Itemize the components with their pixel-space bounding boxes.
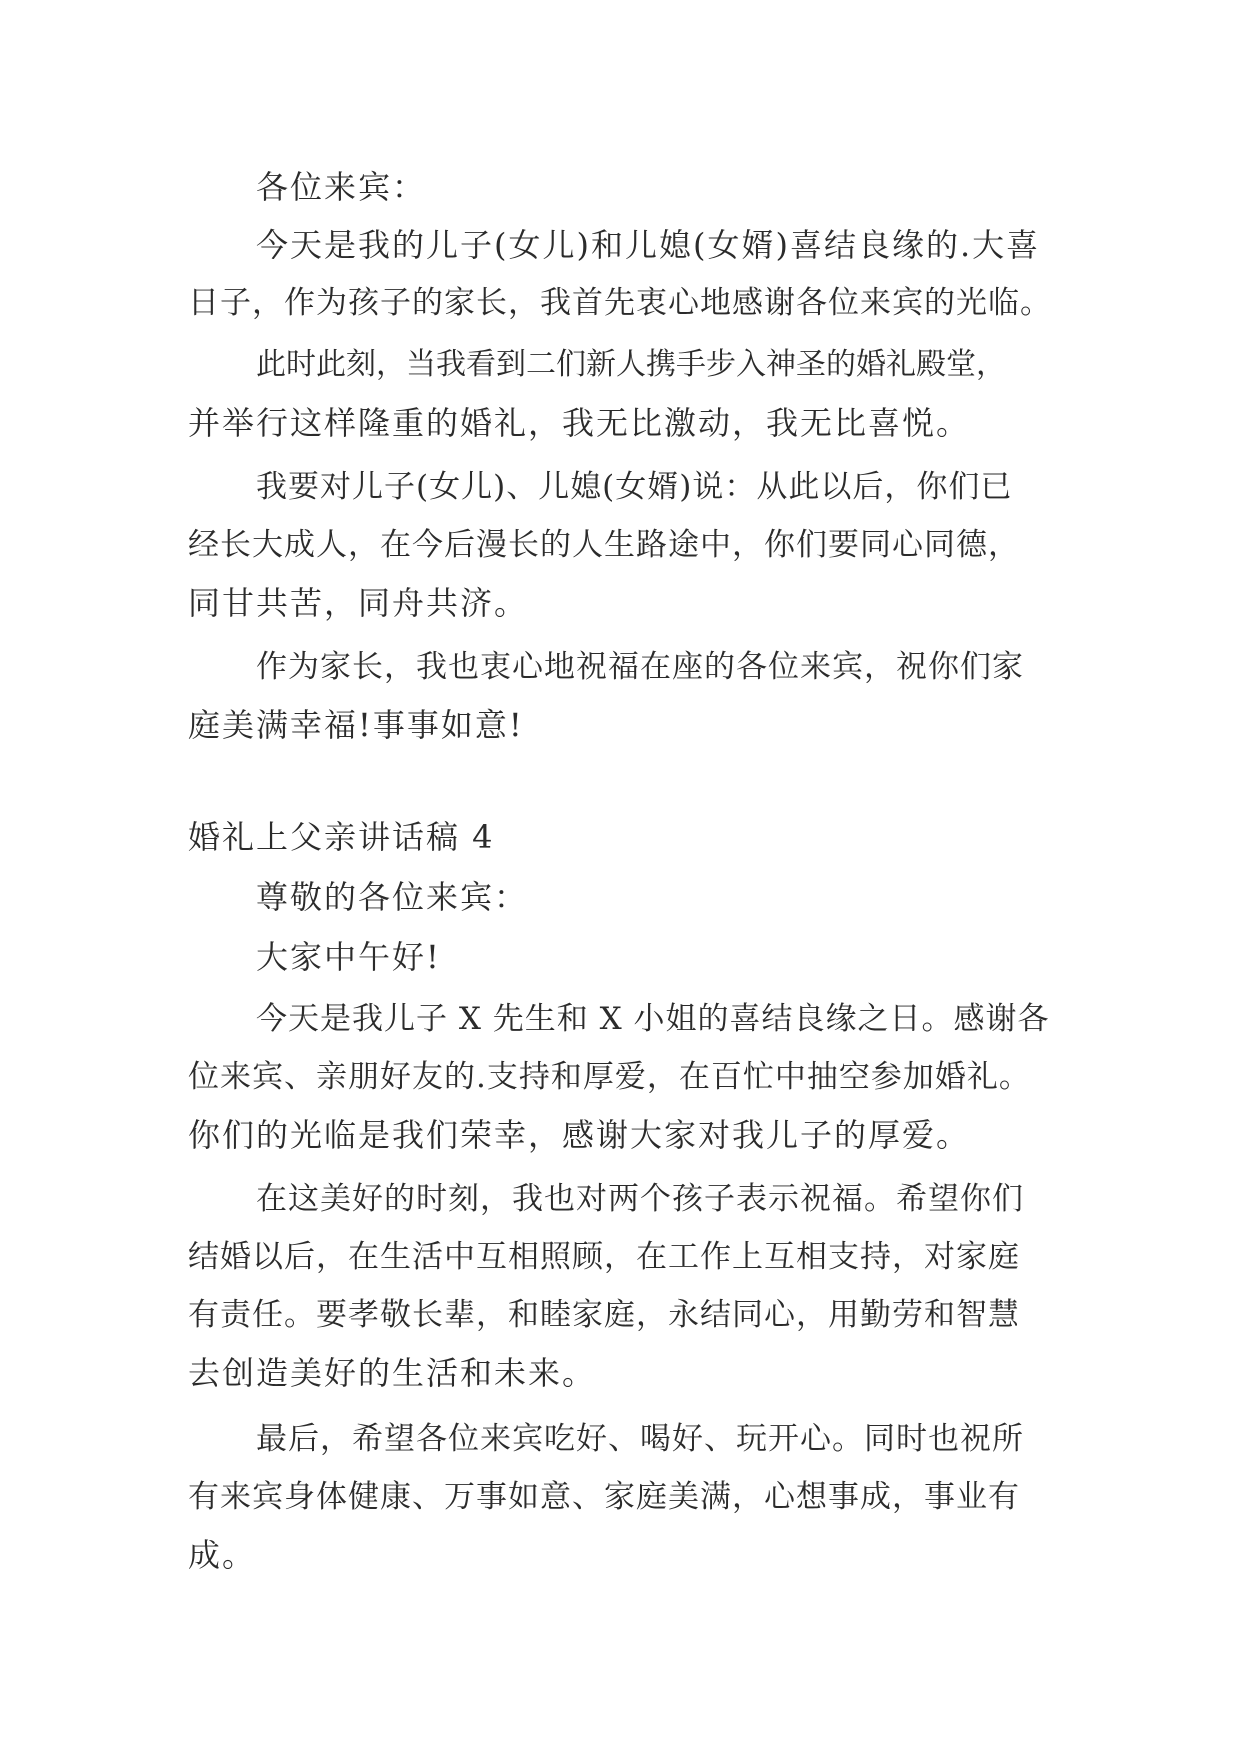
greeting-line: 大家中午好! bbox=[256, 938, 441, 976]
paragraph-line: 去创造美好的生活和未来。 bbox=[188, 1354, 597, 1392]
section-title: 婚礼上父亲讲话稿 4 bbox=[188, 818, 495, 856]
paragraph-line: 今天是我的儿子(女儿)和儿媳(女婿)喜结良缘的.大喜 bbox=[256, 226, 1041, 264]
paragraph-line: 位来宾、亲朋好友的.支持和厚爱，在百忙中抽空参加婚礼。 bbox=[188, 1059, 1031, 1095]
paragraph-line: 有来宾身体健康、万事如意、家庭美满，心想事成，事业有 bbox=[188, 1479, 1020, 1515]
paragraph-line: 并举行这样隆重的婚礼，我无比激动，我无比喜悦。 bbox=[188, 404, 971, 442]
salutation-line: 各位来宾： bbox=[256, 168, 427, 206]
paragraph-line: 最后，希望各位来宾吃好、喝好、玩开心。同时也祝所 bbox=[256, 1421, 1024, 1457]
paragraph-line: 今天是我儿子 X 先生和 X 小姐的喜结良缘之日。感谢各 bbox=[256, 1001, 1050, 1037]
salutation-line: 尊敬的各位来宾： bbox=[256, 878, 529, 916]
paragraph-line: 日子，作为孩子的家长，我首先衷心地感谢各位来宾的光临。 bbox=[188, 285, 1052, 321]
paragraph-line: 结婚以后，在生活中互相照顾，在工作上互相支持，对家庭 bbox=[188, 1239, 1020, 1275]
paragraph-line: 作为家长，我也衷心地祝福在座的各位来宾，祝你们家 bbox=[256, 649, 1024, 685]
paragraph-line: 此时此刻，当我看到二们新人携手步入神圣的婚礼殿堂， bbox=[256, 347, 1006, 382]
paragraph-line: 庭美满幸福!事事如意! bbox=[188, 706, 524, 744]
paragraph-line: 在这美好的时刻，我也对两个孩子表示祝福。希望你们 bbox=[256, 1181, 1024, 1217]
paragraph-line: 有责任。要孝敬长辈，和睦家庭，永结同心，用勤劳和智慧 bbox=[188, 1297, 1020, 1333]
paragraph-line: 我要对儿子(女儿)、儿媳(女婿)说：从此以后，你们已 bbox=[256, 469, 1013, 505]
paragraph-line: 你们的光临是我们荣幸，感谢大家对我儿子的厚爱。 bbox=[188, 1116, 971, 1154]
paragraph-line: 成。 bbox=[188, 1536, 257, 1574]
paragraph-line: 经长大成人，在今后漫长的人生路途中，你们要同心同德， bbox=[188, 527, 1020, 563]
paragraph-line: 同甘共苦，同舟共济。 bbox=[188, 584, 529, 622]
